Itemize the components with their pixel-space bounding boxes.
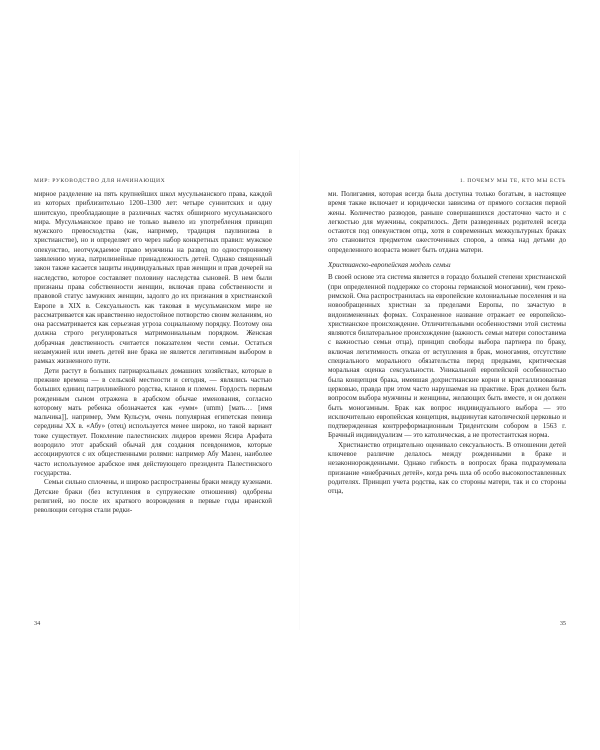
left-paragraph-2: Дети растут в больших патриархальных домашних хозяйствах, которые в прежние времена — в сельской местности и сегодня, — являлись частью больших единиц патрилинейного родства, кланов и племен. Гордость первым рожденным сыном отражена в арабском обычае именования, согласно которому мать ребенка обозначается как «умм» (umm) [мать… [имя мальчика]], например, Умм Кульсум, очень популярная египетская певица середины XX в. «Абу» (отец) используется менее широко, но такой вариант тоже существует. Поколение палестинских лидеров времен Ясира Арафата возродило этот арабский обычай для создания псевдонимов, которые ассоциируются с их общественными ролями: например Абу Мазен, наиболее часто используемое арабское имя действующего президента Палестинского государства. [34, 366, 272, 477]
right-page [328, 0, 566, 750]
right-running-head: 1. ПОЧЕМУ МЫ ТЕ, КТО МЫ ЕСТЬ [459, 178, 566, 184]
right-paragraph-3: Христианство отрицательно оценивало сексуальность. В отношении детей ключевое различие делалось между рожденными в браке и незаконнорожденными. Однако гибкость в вопросах брака подразумевала признание «внебрачных детей», когда речь шла об особо высокопоставленных родителях. Принцип учета родства, как со стороны матери, так и со стороны отца, [328, 440, 566, 496]
section-heading: Христианско-европейская модель семьи [328, 261, 451, 270]
left-page-body [34, 190, 272, 515]
right-paragraph-1: ми. Полигамия, которая всегда была доступна только богатым, в настоящее время также включает и юридически зависима от прямого согласия первой жены. Количество разводов, раньше совершавшихся достаточно часто и с легкостью для мужчины, сократилось. Дети разведенных родителей всегда остаются под опекунством отца, хотя в современных межкультурных браках это становится предметом ожесточенных споров, а опека над детьми до определенного возраста может быть отдана матери. [328, 190, 566, 254]
left-page [34, 0, 272, 750]
right-page-body [328, 190, 566, 497]
left-paragraph-1: мирное разделение на пять крупнейших школ мусульманского права, каждой из которых приблизительно 1200–1300 лет: четыре суннитских и одну шиитскую, преобладающие в различных частях обширного мусульманского мира. Мусульманское право не только вывело из употребления принцип мужского превосходства (как, например, традиция паулинизма в христианстве), но и определяет его через набор конкретных правил: мужское опекунство, неотчуждаемое право мужчины на развод по одностороннему заявлению мужа, патрилинейные принадлежность детей. Однако священный закон также касается защиты индивидуальных прав женщин и прав дочерей на наследство, которое составляет половину наследства сыновей. В нем были признаны права собственности женщин, включая права собственности и правовой статус замужних женщин, задолго до их признания в христианской Европе в XIX в. Сексуальность как таковая в мусульманском мире не рассматривается как нравственно недостойное потворство своим желаниям, но она рассматривается как серьезная угроза социальному порядку. Поэтому она должна строго регулироваться матримониальным порядком. Женская добрачная девственность считается показателем чести семьи. Остаться незамужней или иметь детей вне брака не является легитимным выбором в рамках жизненного пути. [34, 190, 272, 366]
right-page-number: 35 [559, 620, 566, 627]
right-paragraph-2: В своей основе эта система является в гораздо большей степени христианской (при определенной поддержке со стороны германской моногамии), чем греко-римской. Она распространилась на европейские колониальные поселения и на новообращенных христиан за пределами Европы, по зачастую в видоизмененных формах. Сохраненное название отражает ее европейско-христианское происхождение. Отличительными особенностями этой системы являются билатеральное происхождение (важность семьи матери сопоставима с важностью семьи отца), принцип свободы выбора партнера по браку, включая легитимность отказа от вступления в брак, моногамия, отсутствие специального морального обязательства перед предками, критическая моральная оценка сексуальности. Уникальной европейской особенностью была концепция брака, имевшая дохристианские корни и кристаллизованная церковью, правда при этом часто нарушаемая на практике. Брак должен быть вопросом выбора мужчины и женщины, желающих быть вместе, и он должен быть моногамным. Брак как вопрос индивидуального выбора — это исключительно европейская концепция, выдвинутая католической церковью и подтвержденная контрреформационным Тридентским собором в 1563 г. Брачный индивидуализм — это католическая, а не протестантская норма. [328, 273, 566, 440]
left-paragraph-3: Семьи сильно сплочены, и широко распространены браки между кузенами. Детские браки (без вступления в супружеские отношения) одобрены религией, но после их краткого возрождения в первые годы иранской революции сегодня стали редки- [34, 478, 272, 515]
left-running-head: МИР: РУКОВОДСТВО ДЛЯ НАЧИНАЮЩИХ [34, 178, 166, 184]
left-page-number: 34 [34, 620, 41, 627]
gutter-shadow [299, 150, 300, 630]
